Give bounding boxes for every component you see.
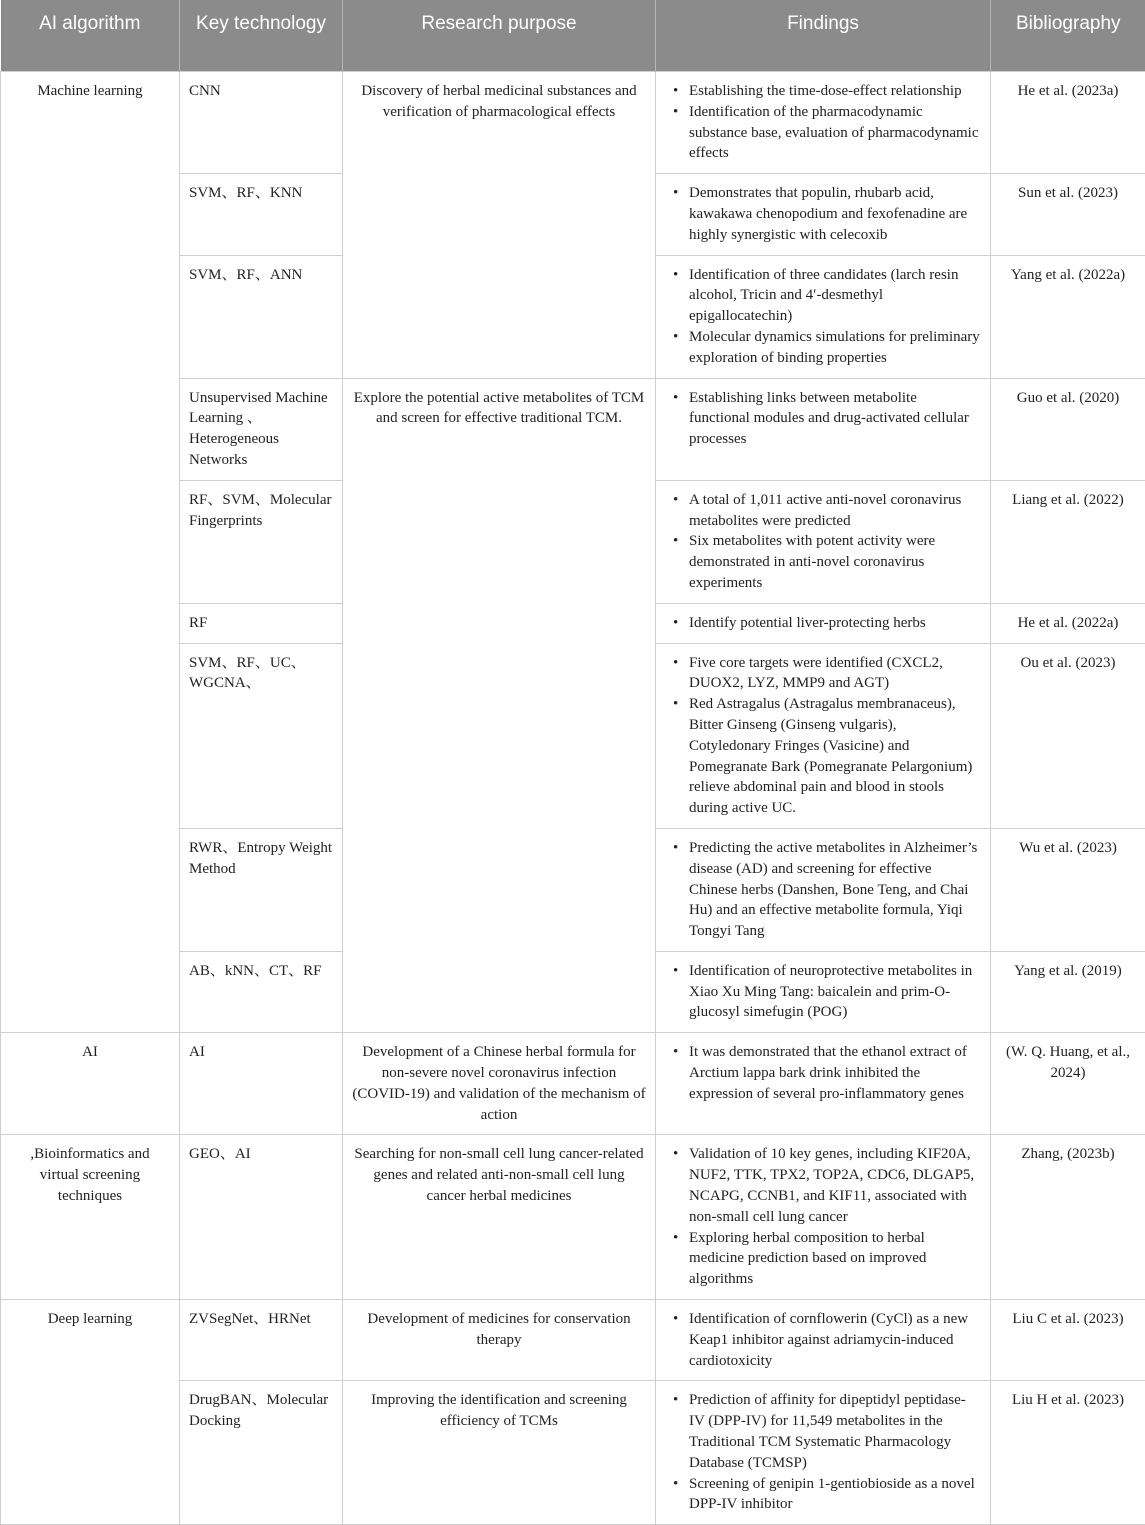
table-row xyxy=(1,72,1145,174)
bibliography-cell: Zhang, (2023b) xyxy=(991,1135,1145,1300)
findings-cell xyxy=(656,255,991,378)
findings-list xyxy=(665,1309,981,1371)
bibliography-cell: Yang et al. (2019) xyxy=(991,951,1145,1032)
findings-cell xyxy=(656,174,991,255)
table-header xyxy=(1,0,1145,72)
key-technology-cell: RF、SVM、Molecular Fingerprints xyxy=(180,480,343,603)
finding-item: • Molecular dynamics simulations for preliminary exploration of binding properties xyxy=(665,327,981,369)
key-technology-cell: SVM、RF、KNN xyxy=(180,174,343,255)
research-purpose-cell: Development of a Chinese herbal formula for non-severe novel coronavirus infection (COVID-19) and validation of the mechanism of action xyxy=(343,1033,656,1135)
finding-item: • Five core targets were identified (CXCL2, DUOX2, LYZ, MMP9 and AGT) xyxy=(665,653,981,695)
findings-list xyxy=(665,388,981,450)
finding-item: • Predicting the active metabolites in Alzheimer’s disease (AD) and screening for effective Chinese herbs (Danshen, Bone Teng, and Chai Hu) and an effective metabolite formula, Yiqi Tongyi Tang xyxy=(665,838,981,942)
research-purpose-cell: Explore the potential active metabolites of TCM and screen for effective traditional TCM. xyxy=(343,378,656,1033)
bibliography-cell: Liang et al. (2022) xyxy=(991,480,1145,603)
findings-cell xyxy=(656,828,991,951)
header-bibliography: Bibliography xyxy=(991,0,1145,72)
research-purpose-cell: Searching for non-small cell lung cancer-related genes and related anti-non-small cell lung cancer herbal medicines xyxy=(343,1135,656,1300)
findings-cell xyxy=(656,1033,991,1135)
finding-item: • Demonstrates that populin, rhubarb acid, kawakawa chenopodium and fexofenadine are highly synergistic with celecoxib xyxy=(665,183,981,245)
table-body xyxy=(1,72,1145,1525)
header-research-purpose: Research purpose xyxy=(343,0,656,72)
key-technology-cell: AI xyxy=(180,1033,343,1135)
key-technology-cell: SVM、RF、UC、WGCNA、 xyxy=(180,643,343,828)
findings-cell xyxy=(656,603,991,643)
bibliography-cell: Wu et al. (2023) xyxy=(991,828,1145,951)
table-row xyxy=(1,1300,1145,1381)
finding-item: • A total of 1,011 active anti-novel coronavirus metabolites were predicted xyxy=(665,490,981,532)
table-row xyxy=(1,1033,1145,1135)
findings-list xyxy=(665,838,981,942)
findings-list xyxy=(665,1390,981,1515)
header-row xyxy=(1,0,1145,72)
findings-list xyxy=(665,613,981,634)
finding-item: • Identification of cornflowerin (CyCl) as a new Keap1 inhibitor against adriamycin-induced cardiotoxicity xyxy=(665,1309,981,1371)
findings-list xyxy=(665,81,981,164)
findings-cell xyxy=(656,378,991,480)
finding-item: • Establishing the time-dose-effect relationship xyxy=(665,81,981,102)
finding-item: • Establishing links between metabolite functional modules and drug-activated cellular processes xyxy=(665,388,981,450)
algorithm-cell: AI xyxy=(1,1033,180,1135)
findings-list xyxy=(665,653,981,819)
findings-list xyxy=(665,183,981,245)
findings-list xyxy=(665,1144,981,1290)
findings-list xyxy=(665,961,981,1023)
key-technology-cell: SVM、RF、ANN xyxy=(180,255,343,378)
research-purpose-cell: Discovery of herbal medicinal substances and verification of pharmacological effects xyxy=(343,72,656,379)
algorithm-cell: Deep learning xyxy=(1,1300,180,1525)
header-ai-algorithm: AI algorithm xyxy=(1,0,180,72)
algorithm-cell: Machine learning xyxy=(1,72,180,1033)
findings-list xyxy=(665,490,981,594)
bibliography-cell: Ou et al. (2023) xyxy=(991,643,1145,828)
findings-list xyxy=(665,1042,981,1104)
finding-item: • Identification of neuroprotective metabolites in Xiao Xu Ming Tang: baicalein and prim-O-glucosyl simefugin (POG) xyxy=(665,961,981,1023)
findings-cell xyxy=(656,951,991,1032)
research-purpose-cell: Development of medicines for conservation therapy xyxy=(343,1300,656,1381)
finding-item: • Six metabolites with potent activity were demonstrated in anti-novel coronavirus experiments xyxy=(665,531,981,593)
finding-item: • Identification of the pharmacodynamic substance base, evaluation of pharmacodynamic effects xyxy=(665,102,981,164)
bibliography-cell: Liu H et al. (2023) xyxy=(991,1381,1145,1525)
findings-cell xyxy=(656,1381,991,1525)
header-key-technology: Key technology xyxy=(180,0,343,72)
bibliography-cell: Yang et al. (2022a) xyxy=(991,255,1145,378)
bibliography-cell: He et al. (2022a) xyxy=(991,603,1145,643)
key-technology-cell: AB、kNN、CT、RF xyxy=(180,951,343,1032)
findings-cell xyxy=(656,643,991,828)
key-technology-cell: Unsupervised Machine Learning 、Heterogeneous Networks xyxy=(180,378,343,480)
research-purpose-cell: Improving the identification and screening efficiency of TCMs xyxy=(343,1381,656,1525)
key-technology-cell: CNN xyxy=(180,72,343,174)
findings-cell xyxy=(656,72,991,174)
finding-item: • Red Astragalus (Astragalus membranaceus), Bitter Ginseng (Ginseng vulgaris), Cotyledonary Fringes (Vasicine) and Pomegranate Bark (Pomegranate Pelargonium) relieve abdominal pain and blood in stools during active UC. xyxy=(665,694,981,819)
bibliography-cell: Guo et al. (2020) xyxy=(991,378,1145,480)
key-technology-cell: RWR、Entropy Weight Method xyxy=(180,828,343,951)
findings-cell xyxy=(656,1135,991,1300)
key-technology-cell: GEO、AI xyxy=(180,1135,343,1300)
bibliography-cell: (W. Q. Huang, et al., 2024) xyxy=(991,1033,1145,1135)
finding-item: • Identification of three candidates (larch resin alcohol, Tricin and 4′-desmethyl epigallocatechin) xyxy=(665,265,981,327)
algorithm-cell: ,Bioinformatics and virtual screening techniques xyxy=(1,1135,180,1300)
finding-item: • Exploring herbal composition to herbal medicine prediction based on improved algorithms xyxy=(665,1228,981,1290)
findings-cell xyxy=(656,1300,991,1381)
key-technology-cell: DrugBAN、Molecular Docking xyxy=(180,1381,343,1525)
header-findings: Findings xyxy=(656,0,991,72)
bibliography-cell: He et al. (2023a) xyxy=(991,72,1145,174)
finding-item: • Identify potential liver-protecting herbs xyxy=(665,613,981,634)
bibliography-cell: Sun et al. (2023) xyxy=(991,174,1145,255)
finding-item: • Validation of 10 key genes, including KIF20A, NUF2, TTK, TPX2, TOP2A, CDC6, DLGAP5, NCAPG, CCNB1, and KIF11, associated with non-small cell lung cancer xyxy=(665,1144,981,1227)
findings-cell xyxy=(656,480,991,603)
table-row xyxy=(1,1135,1145,1300)
finding-item: • It was demonstrated that the ethanol extract of Arctium lappa bark drink inhibited the expression of several pro-inflammatory genes xyxy=(665,1042,981,1104)
finding-item: • Screening of genipin 1-gentiobioside as a novel DPP-IV inhibitor xyxy=(665,1474,981,1516)
key-technology-cell: ZVSegNet、HRNet xyxy=(180,1300,343,1381)
findings-list xyxy=(665,265,981,369)
finding-item: • Prediction of affinity for dipeptidyl peptidase-IV (DPP-IV) for 11,549 metabolites in the Traditional TCM Systematic Pharmacology Database (TCMSP) xyxy=(665,1390,981,1473)
key-technology-cell: RF xyxy=(180,603,343,643)
bibliography-cell: Liu C et al. (2023) xyxy=(991,1300,1145,1381)
